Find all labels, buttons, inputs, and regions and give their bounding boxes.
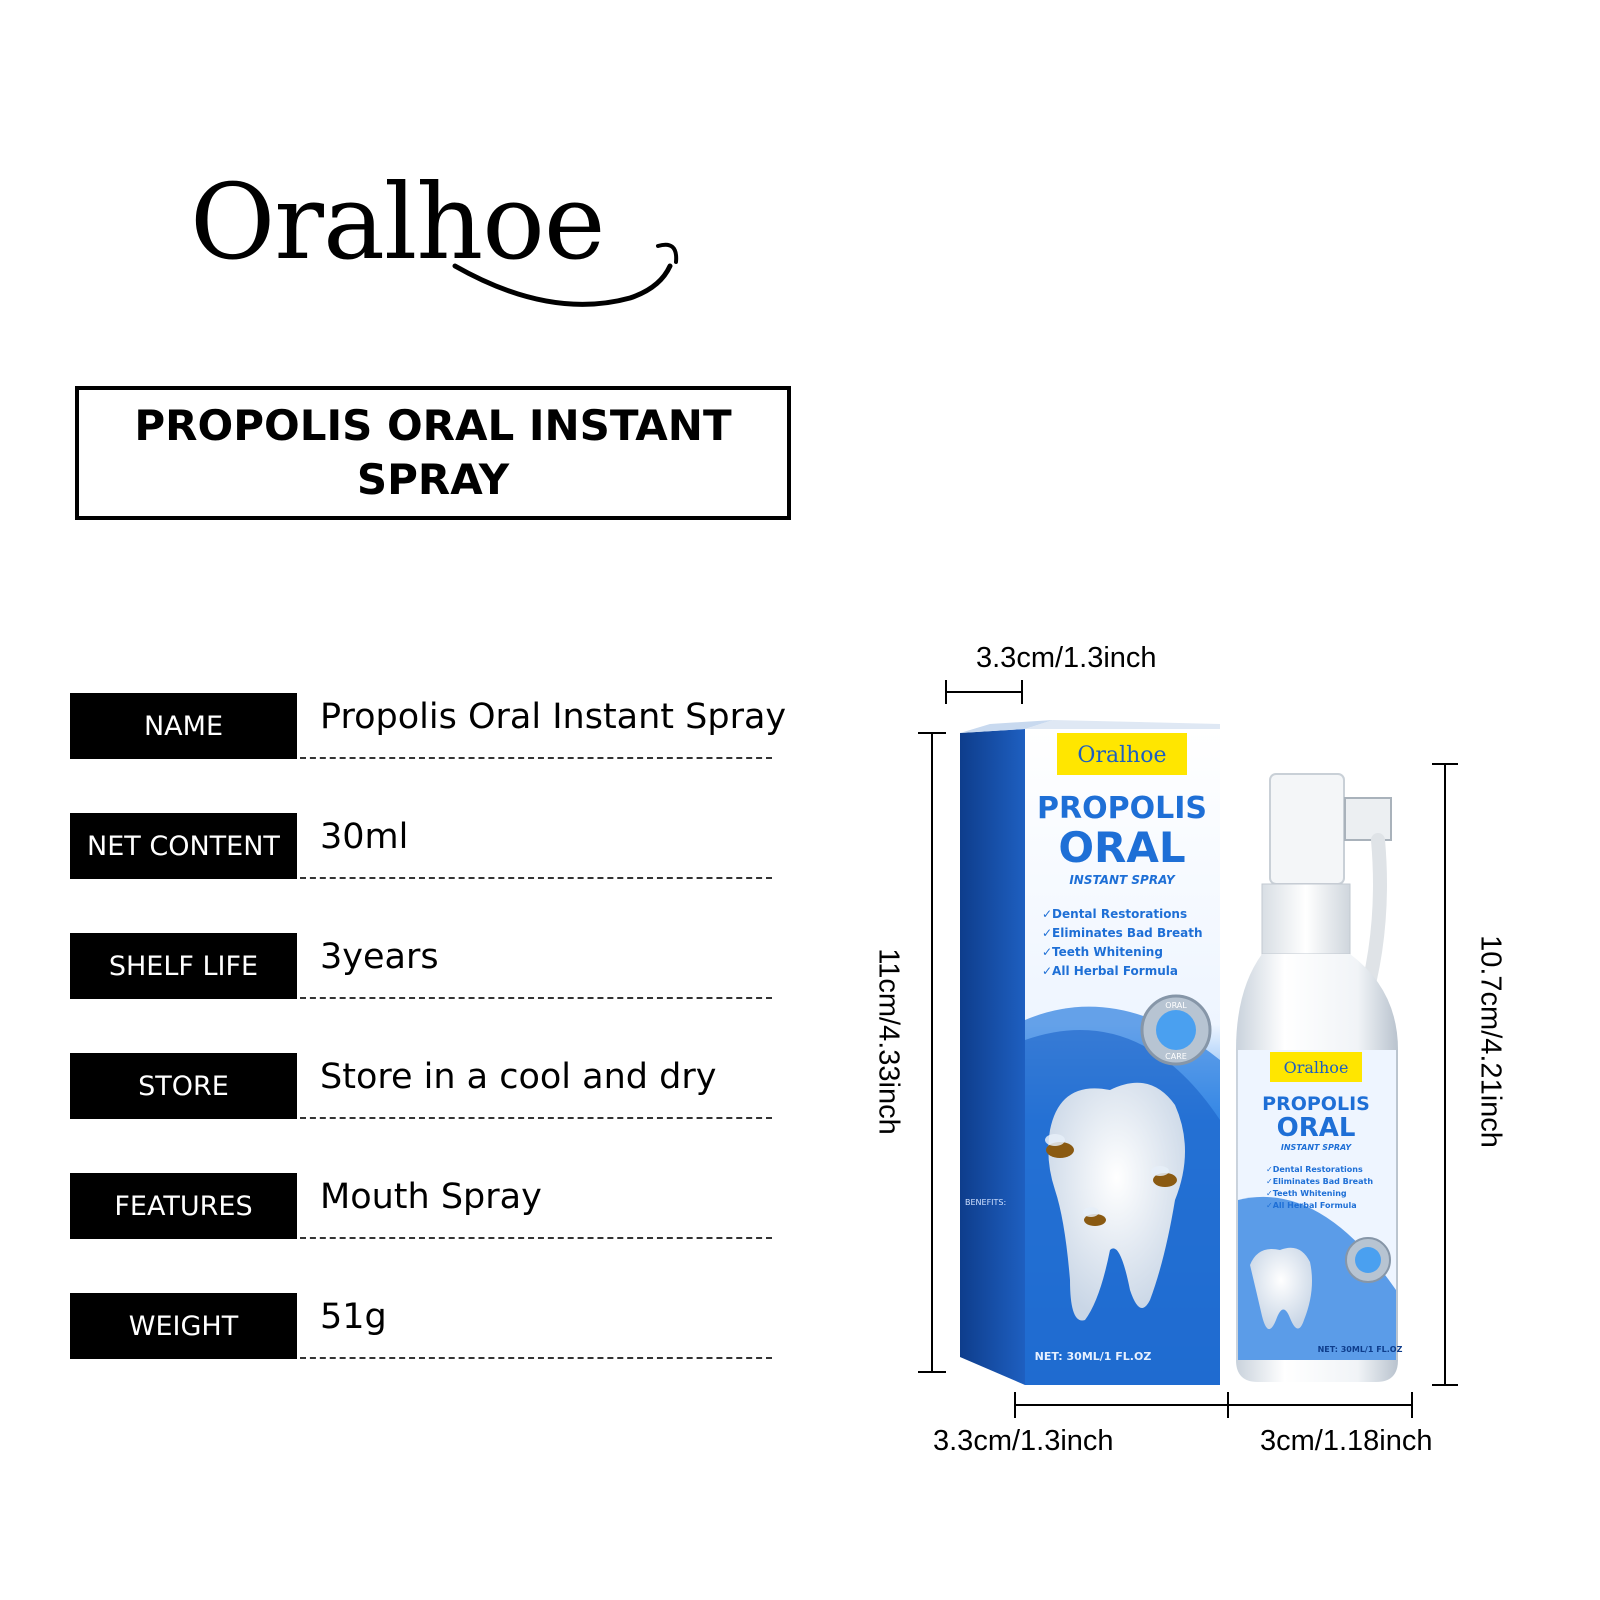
bottle-benefit: ✓Dental Restorations [1266,1165,1363,1174]
dim-label-box-depth: 3.3cm/1.3inch [976,642,1157,674]
spec-value: Mouth Spray [320,1177,542,1217]
spec-label: STORE [70,1053,297,1119]
box-line3: INSTANT SPRAY [1069,873,1175,887]
bottle-line2: ORAL [1276,1113,1356,1143]
bottle-benefit: ✓Teeth Whitening [1266,1189,1347,1198]
spec-value: 51g [320,1297,387,1337]
brand-logo-text: Oralhoe [190,161,605,283]
box-line2: ORAL [1058,823,1186,872]
dim-label-bottle-height: 10.7cm/4.21inch [1474,935,1507,1148]
spec-value: 3years [320,937,439,977]
box-benefit: ✓Teeth Whitening [1042,945,1163,959]
box-benefit: ✓Dental Restorations [1042,907,1188,921]
spec-label: SHELF LIFE [70,933,297,999]
spec-value: Store in a cool and dry [320,1057,717,1097]
bottle-collar [1262,884,1350,954]
box-line1: PROPOLIS [1037,791,1207,826]
product-bottle [1236,774,1403,1382]
bottle-benefit: ✓Eliminates Bad Breath [1266,1177,1374,1186]
product-box [960,720,1220,1385]
spec-value: Propolis Oral Instant Spray [320,697,787,737]
bottle-benefit: ✓All Herbal Formula [1266,1201,1357,1210]
bottle-brand: Oralhoe [1283,1058,1349,1077]
dim-label-bottle-width: 3cm/1.18inch [1260,1425,1433,1457]
bottle-line1: PROPOLIS [1262,1093,1370,1115]
bottle-net: NET: 30ML/1 FL.OZ [1317,1345,1403,1354]
product-title: PROPOLIS ORAL INSTANT SPRAY [134,401,732,504]
box-brand: Oralhoe [1077,743,1167,768]
box-side-panel [960,729,1025,1385]
box-benefit: ✓Eliminates Bad Breath [1042,926,1203,940]
box-net: NET: 30ML/1 FL.OZ [1034,1350,1152,1363]
spray-nozzle-head [1345,798,1391,840]
bottle-line3: INSTANT SPRAY [1280,1143,1352,1152]
bottle-clear-cap [1270,774,1344,884]
dim-label-box-height: 11cm/4.33inch [872,948,905,1135]
spec-label: NET CONTENT [70,813,297,879]
spec-label: FEATURES [70,1173,297,1239]
spec-label: WEIGHT [70,1293,297,1359]
spec-label: NAME [70,693,297,759]
badge-top-text: ORAL [1165,1001,1187,1010]
spec-value: 30ml [320,817,409,857]
badge-bottom-text: CARE [1165,1052,1187,1061]
box-benefit: ✓All Herbal Formula [1042,964,1178,978]
box-side-text: BENEFITS: [965,1198,1007,1207]
dim-label-box-width: 3.3cm/1.3inch [933,1425,1114,1457]
